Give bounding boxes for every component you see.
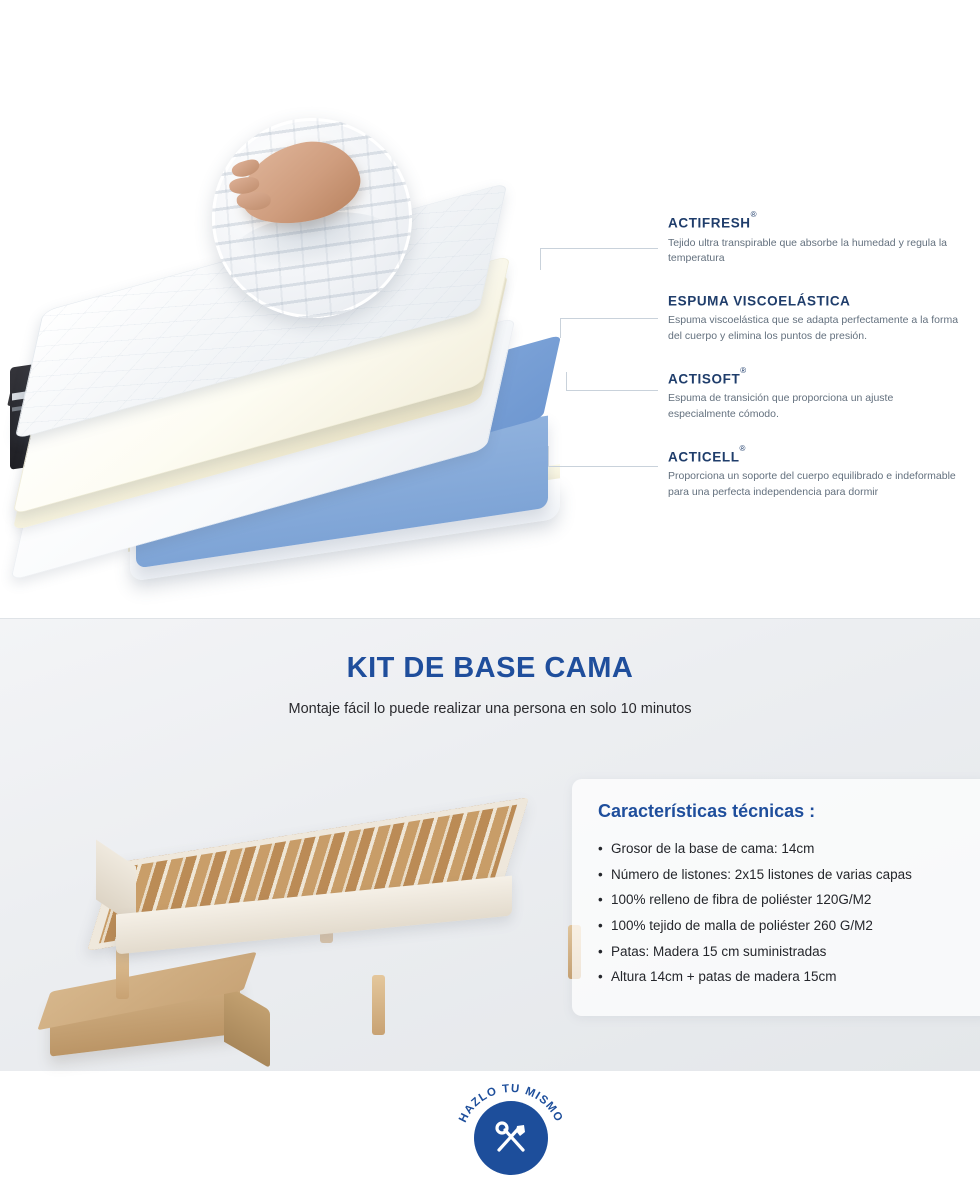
layer-legend xyxy=(668,210,960,527)
leader-line-visco xyxy=(560,318,658,319)
legend-title-acticell xyxy=(668,444,960,465)
legend-title-actifresh xyxy=(668,210,960,231)
trademark-mark: ® xyxy=(740,366,747,376)
mattress-illustration xyxy=(0,0,660,618)
leader-tick-visco xyxy=(560,318,561,338)
legend-title-visco xyxy=(668,293,960,309)
finger-1 xyxy=(237,192,271,210)
trademark-mark: ® xyxy=(739,444,747,454)
legend-item-actifresh xyxy=(668,210,960,266)
technical-specs-card xyxy=(572,779,980,1016)
tools-screwdriver-wrench-icon xyxy=(474,1101,548,1175)
legend-title-text: ACTISOFT xyxy=(668,371,741,387)
legend-title-text: ACTIFRESH xyxy=(668,215,751,231)
leader-tick-acticell xyxy=(548,446,549,467)
leader-tick-actifresh xyxy=(540,248,541,270)
cardboard-box xyxy=(42,959,272,1069)
leader-line-actifresh xyxy=(540,248,658,249)
diy-badge xyxy=(452,1079,570,1197)
leader-line-actisoft xyxy=(566,390,658,391)
list-item: • Grosor de la base de cama: 14cm xyxy=(598,836,966,862)
box-end-face xyxy=(224,984,270,1069)
bed-leg-front-right xyxy=(372,975,385,1035)
legend-title-text: ESPUMA VISCOELÁSTICA xyxy=(668,293,851,309)
legend-title-actisoft xyxy=(668,366,960,387)
bed-base-kit-panel xyxy=(0,618,980,1125)
leader-line-acticell xyxy=(548,466,658,467)
list-item: • 100% relleno de fibra de poliéster 120G/M2 xyxy=(598,887,966,913)
list-item: • Número de listones: 2x15 listones de varias capas xyxy=(598,862,966,888)
legend-desc-acticell: Proporciona un soporte del cuerpo equilibrado e indeformable para una perfecta independencia para dormir xyxy=(668,470,956,498)
legend-title-text: ACTICELL xyxy=(668,449,740,465)
list-item: • 100% tejido de malla de poliéster 260 G/M2 xyxy=(598,913,966,939)
specs-heading: Características técnicas : xyxy=(598,801,816,821)
legend-desc-actifresh: Tejido ultra transpirable que absorbe la humedad y regula la temperatura xyxy=(668,236,948,264)
list-item: • Patas: Madera 15 cm suministradas xyxy=(598,939,966,965)
hand-pressing-foam-icon xyxy=(212,118,412,318)
leader-tick-actisoft xyxy=(566,372,567,391)
legend-desc-actisoft: Espuma de transición que proporciona un ajuste especialmente cómodo. xyxy=(668,392,894,420)
legend-item-visco xyxy=(668,293,960,344)
page-title: KIT DE BASE CAMA xyxy=(346,652,634,684)
trademark-mark: ® xyxy=(750,210,758,220)
bed-base-illustration xyxy=(20,779,580,1125)
legend-item-actisoft xyxy=(668,366,960,422)
bed-frame xyxy=(98,799,568,969)
specs-list xyxy=(598,836,966,990)
diy-arc-label: HAZLO TU MISMO xyxy=(457,1082,565,1125)
list-item: • Altura 14cm + patas de madera 15cm xyxy=(598,964,966,990)
legend-desc-visco: Espuma viscoelástica que se adapta perfectamente a la forma del cuerpo y elimina los puntos de presión. xyxy=(668,314,959,342)
legend-item-acticell xyxy=(668,444,960,500)
page-subtitle: Montaje fácil lo puede realizar una persona en solo 10 minutos xyxy=(288,701,692,717)
